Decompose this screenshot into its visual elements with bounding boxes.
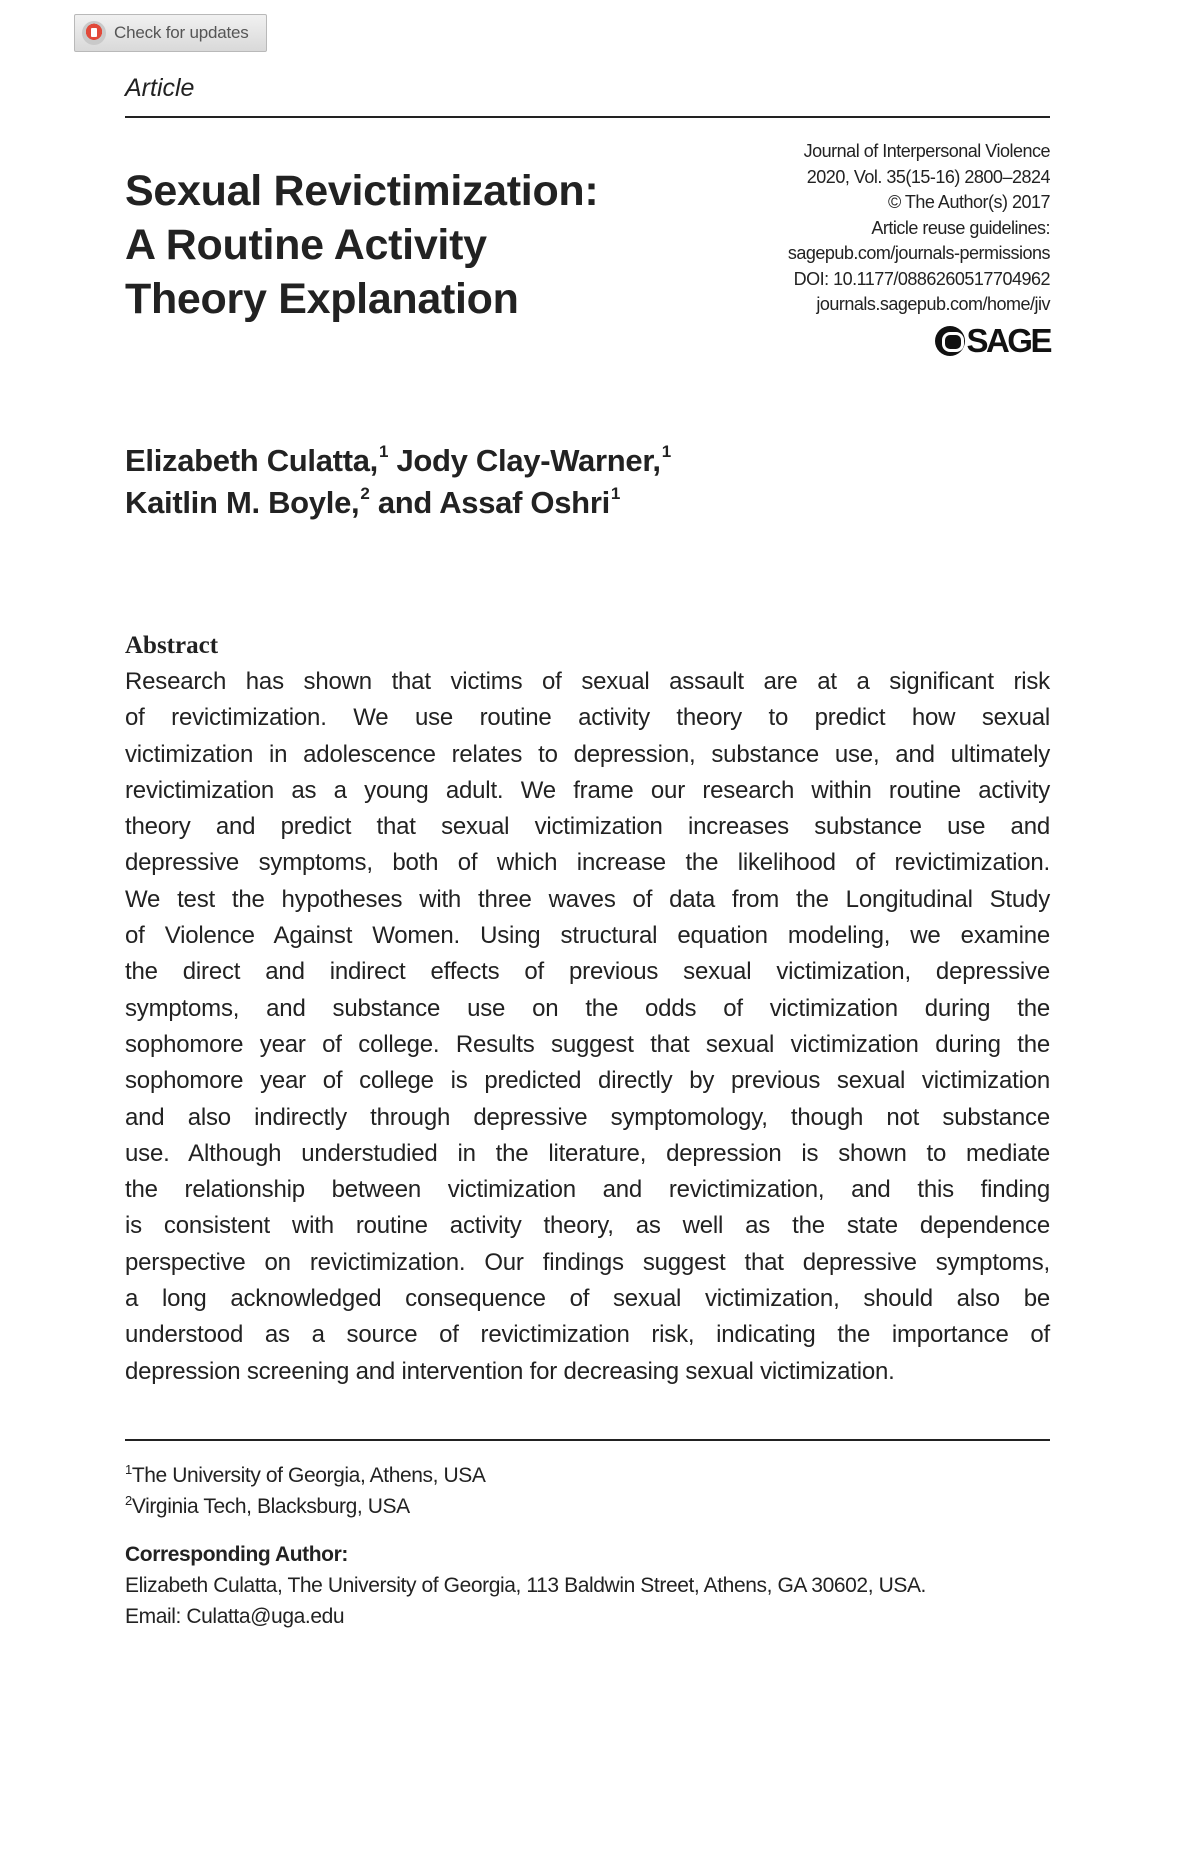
copyright-notice: © The Author(s) 2017 bbox=[887, 192, 1050, 212]
abstract-line: understood as a source of revictimization risk, indicating the importance of bbox=[125, 1321, 1050, 1349]
author-line bbox=[125, 482, 1025, 524]
article-title bbox=[125, 164, 685, 326]
sage-logo bbox=[928, 323, 1050, 359]
journal-metadata bbox=[700, 139, 1050, 318]
abstract-line: and also indirectly through depressive symptomology, though not substance bbox=[125, 1103, 1050, 1131]
abstract-body bbox=[125, 664, 1050, 1390]
abstract-line: the relationship between victimization and revictimization, and this finding bbox=[125, 1176, 1050, 1204]
email-label: Email: bbox=[125, 1605, 187, 1628]
affiliations bbox=[125, 1460, 1050, 1522]
sage-wordmark: SAGE bbox=[966, 322, 1050, 359]
affiliation-item bbox=[125, 1460, 1050, 1491]
affiliation-text: The University of Georgia, Athens, USA bbox=[131, 1464, 486, 1487]
abstract-line: of revictimization. We use routine activity theory to predict how sexual bbox=[125, 704, 1050, 732]
affiliation-marker: 1 bbox=[378, 442, 389, 461]
abstract-line: We test the hypotheses with three waves of data from the Longitudinal Study bbox=[125, 885, 1050, 913]
abstract-line: the direct and indirect effects of previous sexual victimization, depressive bbox=[125, 958, 1050, 986]
author-list bbox=[125, 440, 1025, 524]
author-name: Jody Clay-Warner, bbox=[396, 443, 661, 478]
abstract-line: victimization in adolescence relates to depression, substance use, and ultimately bbox=[125, 740, 1050, 768]
affiliation-marker: 1 bbox=[610, 484, 621, 503]
journal-homepage-link[interactable]: journals.sagepub.com/home/jiv bbox=[816, 294, 1050, 314]
author-line bbox=[125, 440, 1025, 482]
affiliation-text: Virginia Tech, Blacksburg, USA bbox=[131, 1495, 410, 1518]
abstract-line: use. Although understudied in the literature, depression is shown to mediate bbox=[125, 1139, 1050, 1167]
author-name: and Assaf Oshri bbox=[377, 485, 610, 520]
article-type-label: Article bbox=[125, 74, 195, 102]
doi-link[interactable]: DOI: 10.1177/0886260517704962 bbox=[793, 268, 1050, 289]
permissions-link[interactable]: sagepub.com/journals-permissions bbox=[787, 243, 1050, 263]
author-name: Elizabeth Culatta, bbox=[125, 443, 378, 478]
check-for-updates-label: Check for updates bbox=[114, 23, 249, 42]
corresponding-author-address: Elizabeth Culatta, The University of Georgia, 113 Baldwin Street, Athens, GA 30602, USA. bbox=[125, 1574, 926, 1597]
corresponding-author bbox=[125, 1539, 1050, 1632]
crossmark-icon bbox=[82, 21, 106, 45]
abstract-line: revictimization as a young adult. We frame our research within routine activity bbox=[125, 776, 1050, 804]
corresponding-author-heading: Corresponding Author: bbox=[125, 1543, 348, 1566]
abstract-line: sophomore year of college is predicted directly by previous sexual victimization bbox=[125, 1067, 1050, 1095]
abstract-heading: Abstract bbox=[125, 632, 219, 659]
title-line: Sexual Revictimization: bbox=[125, 167, 599, 215]
abstract-line: sophomore year of college. Results suggest that sexual victimization during the bbox=[125, 1030, 1050, 1058]
journal-volume: 2020, Vol. 35(15-16) 2800–2824 bbox=[806, 166, 1050, 187]
title-line: Theory Explanation bbox=[125, 275, 519, 323]
reuse-guidelines-label: Article reuse guidelines: bbox=[871, 217, 1050, 238]
abstract-line: theory and predict that sexual victimization increases substance use and bbox=[125, 813, 1050, 841]
affiliation-number: 2 bbox=[125, 1493, 132, 1508]
abstract-line: Research has shown that victims of sexual assault are at a significant risk bbox=[125, 668, 1050, 695]
abstract-line: depressive symptoms, both of which increase the likelihood of revictimization. bbox=[125, 849, 1050, 877]
affiliation-number: 1 bbox=[125, 1462, 132, 1477]
footnote-divider bbox=[125, 1439, 1050, 1441]
sage-circle-icon bbox=[935, 326, 965, 356]
abstract-line: of Violence Against Women. Using structural equation modeling, we examine bbox=[125, 922, 1050, 950]
email-link[interactable]: Culatta@uga.edu bbox=[186, 1605, 345, 1628]
journal-name: Journal of Interpersonal Violence bbox=[803, 141, 1050, 161]
title-line: A Routine Activity bbox=[125, 221, 487, 269]
abstract-line: perspective on revictimization. Our findings suggest that depressive symptoms, bbox=[125, 1248, 1050, 1276]
affiliation-marker: 2 bbox=[360, 484, 370, 503]
abstract-line: is consistent with routine activity theory, as well as the state dependence bbox=[125, 1212, 1050, 1240]
abstract-line: symptoms, and substance use on the odds of victimization during the bbox=[125, 994, 1050, 1022]
author-name: Kaitlin M. Boyle, bbox=[125, 485, 360, 520]
check-for-updates-button[interactable] bbox=[74, 14, 267, 52]
affiliation-marker: 1 bbox=[661, 442, 671, 461]
abstract-line: a long acknowledged consequence of sexual victimization, should also be bbox=[125, 1285, 1050, 1313]
abstract-line: depression screening and intervention for decreasing sexual victimization. bbox=[125, 1357, 895, 1385]
corresponding-author-email-line bbox=[125, 1601, 1050, 1632]
header-divider bbox=[125, 116, 1050, 118]
affiliation-item bbox=[125, 1491, 1050, 1522]
